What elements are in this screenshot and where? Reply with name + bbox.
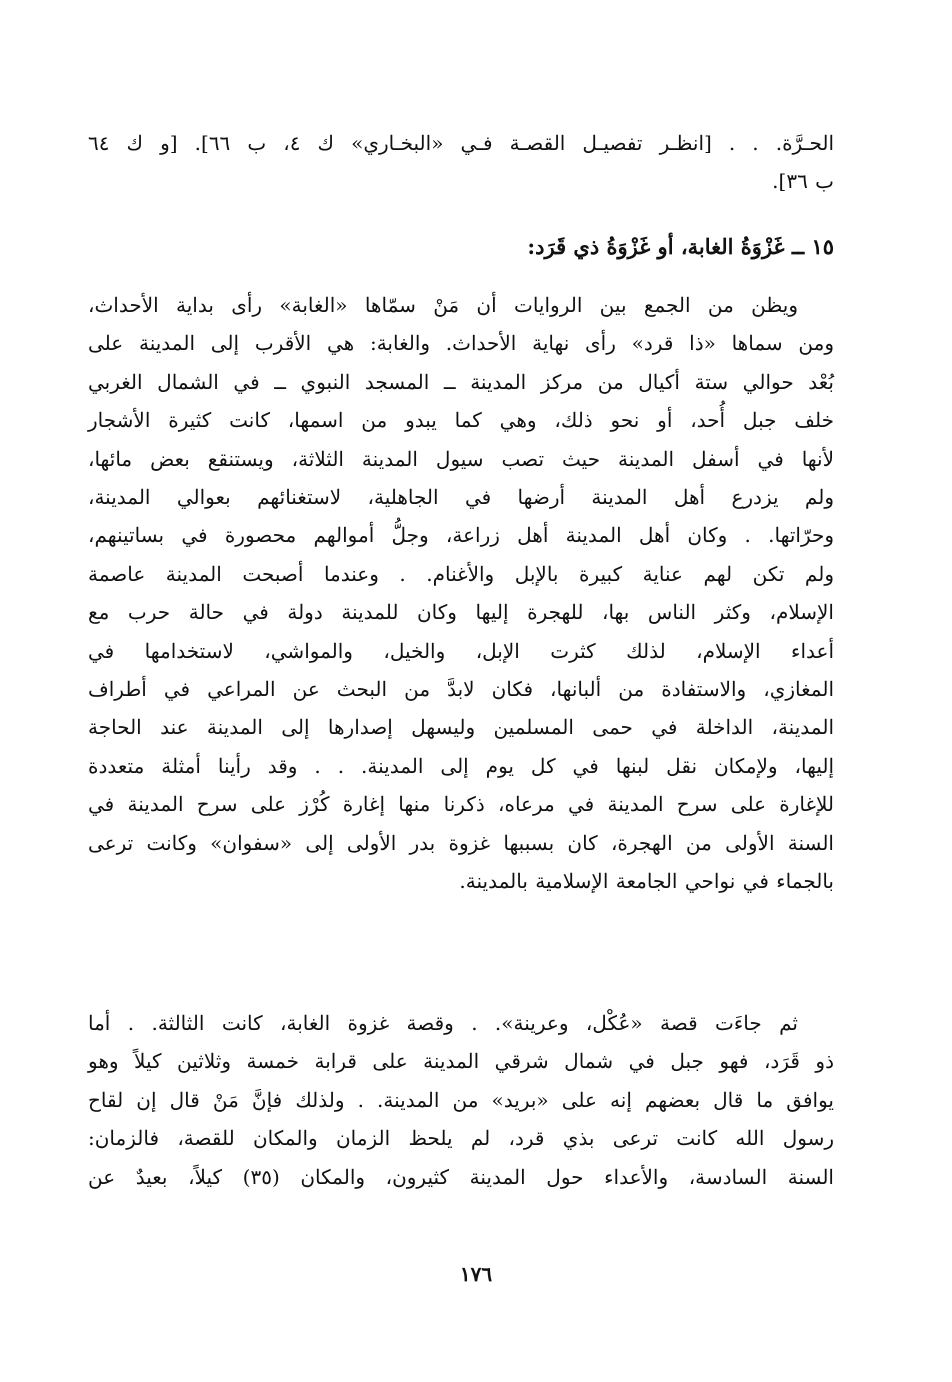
paragraph-line: خلف جبل أُحد، أو نحو ذلك، وهي كما يبدو من اسمها، كانت كثيرة الأشجار [88,408,834,433]
paragraph-line: ويظن من الجمع بين الروايات أن مَنْ سمّاها «الغابة» رأى بداية الأحداث، [88,293,798,317]
paragraph-line: أعداء الإسلام، لذلك كثرت الإبل، والخيل، والمواشي، لاستخدامها في [88,638,834,663]
paragraph-line: ومن سماها «ذا قرد» رأى نهاية الأحداث. والغابة: هي الأقرب إلى المدينة على [88,331,834,356]
paragraph-line: ذو قَرَد، فهو جبل في شمال شرقي المدينة على قرابة خمسة وثلاثين كيلاً وهو [88,1049,834,1074]
top-note [88,124,834,201]
page-number: ١٧٦ [459,1262,493,1286]
paragraph-line: المغازي، والاستفادة من ألبانها، فكان لابدَّ من البحث عن المراعي في أطراف [88,677,834,702]
top-note-line: الحـرَّة. . . [انظـر تفصيـل القصـة فـي «البخـاري» ك ٤، ب ٦٦]. [و ك ٦٤ [88,131,835,155]
paragraph-line: للإغارة على سرح المدينة في مرعاه، ذكرنا منها إغارة كُرْز على سرح المدينة في [88,792,834,817]
paragraph-line: ولم تكن لهم عناية كبيرة بالإبل والأغنام. . وعندما أصبحت المدينة عاصمة [88,561,834,586]
paragraph-line: السنة السادسة، والأعداء حول المدينة كثيرون، والمكان (٣٥) كيلاً، بعيدٌ عن [88,1164,834,1189]
paragraph-line: يوافق ما قال بعضهم إنه على «بريد» من المدينة. . ولذلك فإنَّ مَنْ قال إن لقاح [88,1087,834,1112]
paragraph-line: وحرّاتها. . وكان أهل المدينة أهل زراعة، وجلُّ أموالهم محصورة في بساتينهم، [88,523,834,548]
paragraph-line: المدينة، الداخلة في حمى المسلمين وليسهل إصدارها إلى المدينة عند الحاجة [88,715,834,740]
paragraph-line: لأنها في أسفل المدينة حيث تصب سيول المدينة الثلاثة، ويستنقع بعض مائها، [88,446,834,471]
paragraph-line: السنة الأولى من الهجرة، كان بسببها غزوة بدر الأولى إلى «سفوان» وكانت ترعى [88,830,834,855]
paragraph-line: الإسلام، وكثر الناس بها، للهجرة إليها وكان للمدينة دولة في حالة حرب مع [88,600,834,625]
paragraph-line: ثم جاءَت قصة «عُكْل، وعرينة». . وقصة غزوة الغابة، كانت الثالثة. . أما [88,1011,798,1035]
paragraph-line: رسول الله كانت ترعى بذي قرد، لم يلحظ الزمان والمكان للقصة، فالزمان: [88,1126,834,1151]
paragraph-line: بالجماء في نواحي الجامعة الإسلامية بالمدينة. [459,869,834,894]
paragraph-line: بُعْد حوالي ستة أكيال من مركز المدينة ــ المسجد النبوي ــ في الشمال الغربي [88,369,834,394]
paragraph-line: ولم يزدرع أهل المدينة أرضها في الجاهلية، لاستغنائهم بعوالي المدينة، [88,485,834,510]
section-heading: ١٥ ــ غَزْوَةُ الغابة، أو غَزْوَةُ ذي قَرَد: [527,234,834,259]
top-note-line: ب ٣٦]. [772,169,834,194]
paragraph-2 [88,1004,834,1196]
paragraph-1 [88,286,834,901]
paragraph-line: إليها، ولإمكان نقل لبنها في كل يوم إلى المدينة. . . وقد رأينا أمثلة متعددة [88,753,834,778]
